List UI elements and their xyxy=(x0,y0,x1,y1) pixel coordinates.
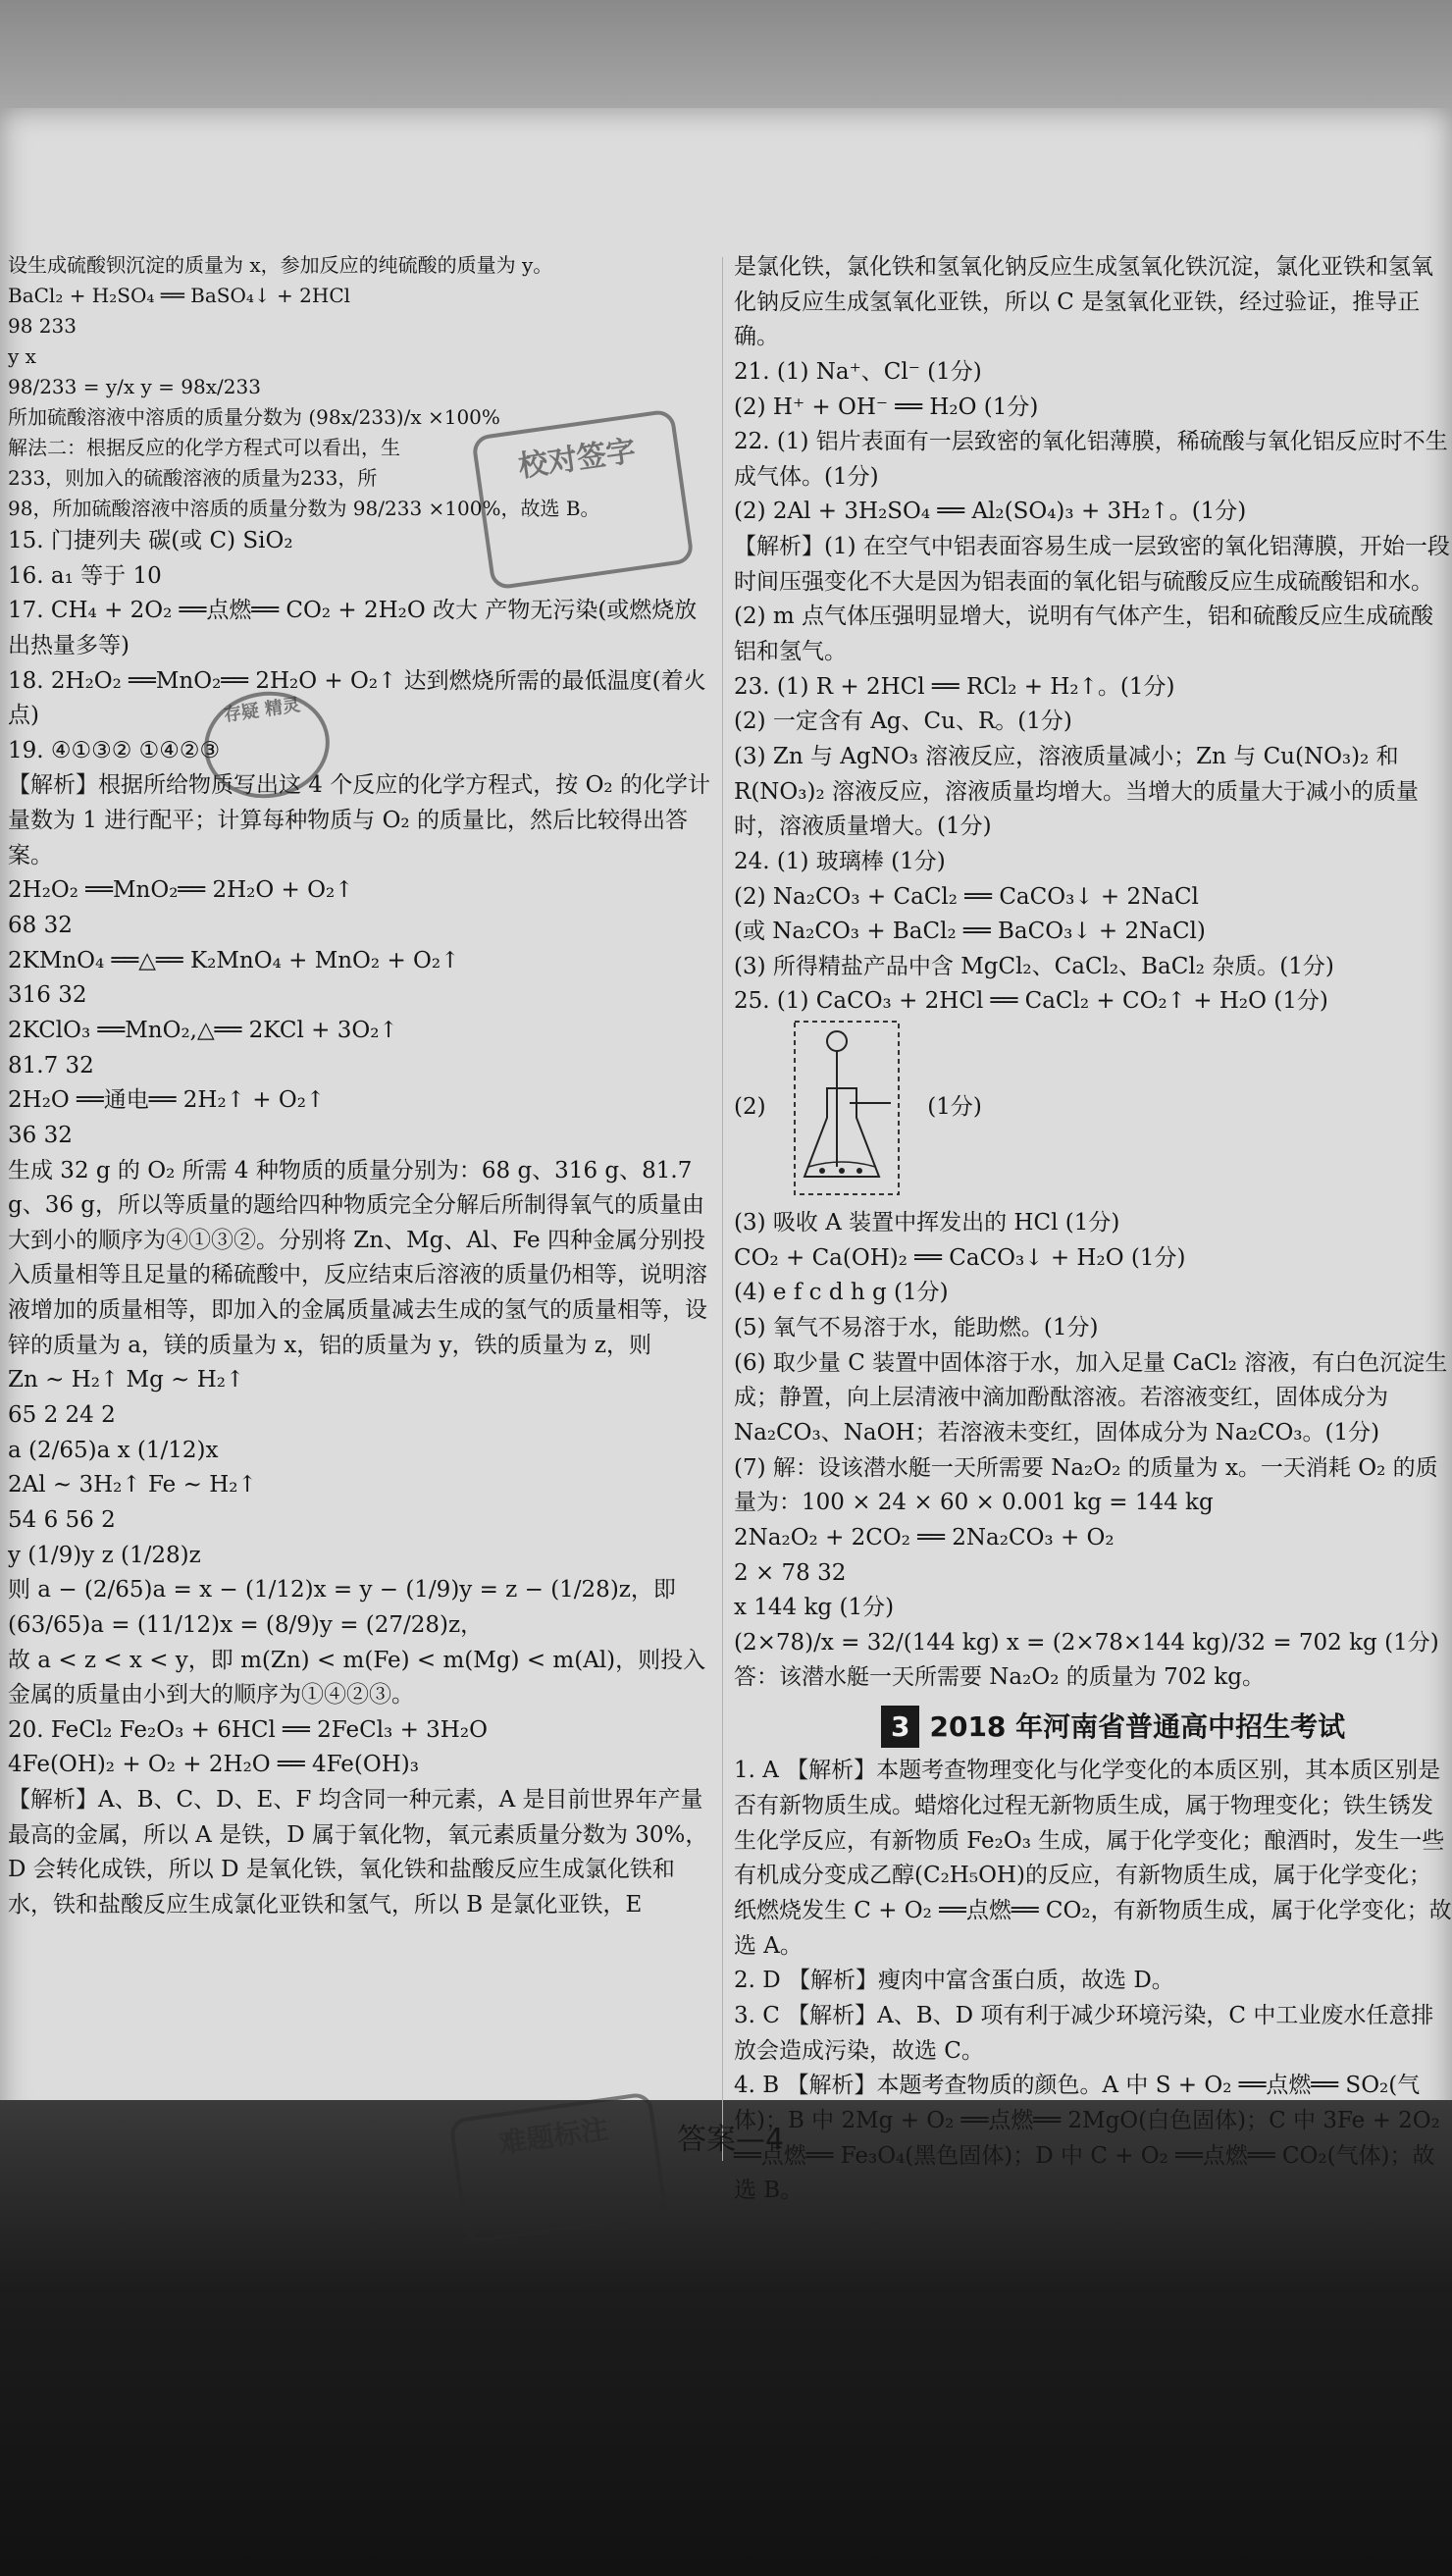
analysis-20-continued: 是氯化铁，氯化铁和氢氧化钠反应生成氢氧化铁沉淀，氯化亚铁和氢氧化钠反应生成氢氧化亚铁，所以 C 是氢氧化亚铁，经过验证，推导正确。 xyxy=(734,254,1433,350)
choice-answer-1: 1. A 【解析】本题考查物理变化与化学变化的本质区别，其本质区别是否有新物质生成。蜡熔化过程无新物质生成，属于物理变化；铁生锈发生化学反应，有新物质 Fe₂O₃ 生成，属于化学变化；酿酒时，发生一些有机成分变成乙醇(C₂H₅OH)的反应，有新物质生成，属于化学变化；纸燃烧发生 C + O₂ ══点燃══ CO₂，有新物质生成，属于化学变化；故选 A。 xyxy=(734,1758,1452,1959)
page-footer: 答案—4 xyxy=(677,2123,785,2157)
section-title-text: 2018 年河南省普通高中招生考试 xyxy=(929,1710,1346,1744)
equation-mass: 81.7 32 xyxy=(8,1052,94,1078)
analysis-20: 【解析】A、B、C、D、E、F 均含同一种元素，A 是目前世界年产量最高的金属，所以 A 是铁，D 属于氧化物，氧元素质量分数为 30%，D 会转化成铁，所以 D 是氧化铁，氧化铁和盐酸反应生成氯化铁和水，铁和盐酸反应生成氯化亚铁和氢气，所以 B 是氯化亚铁，E xyxy=(8,1787,708,1918)
equation: CO₂ + Ca(OH)₂ ══ CaCO₃↓ + H₂O (1分) xyxy=(734,1244,1186,1271)
section-number: 3 xyxy=(881,1706,919,1748)
answer-19: 19. ④①③② ①④②③ xyxy=(8,737,221,763)
ratio-line: 65 2 24 2 xyxy=(8,1402,116,1429)
equation: 4Fe(OH)₂ + O₂ + 2H₂O ══ 4Fe(OH)₃ xyxy=(8,1752,419,1778)
answer-25-2-label: (2) xyxy=(734,1094,766,1121)
analysis-22: 【解析】(1) 在空气中铝表面容易生成一层致密的氧化铝薄膜，开始一段时间压强变化不大是因为铝表面的氧化铝与硫酸反应生成硫酸铝和水。(2) m 点气体压强明显增大，说明有气体产生，铝和硫酸反应生成硫酸铝和氢气。 xyxy=(734,534,1450,665)
equation-mass: 68 32 xyxy=(8,913,73,939)
equation-mass: 36 32 xyxy=(8,1122,73,1148)
answer-24-3: (3) 所得精盐产品中含 MgCl₂、CaCl₂、BaCl₂ 杂质。(1分) xyxy=(734,953,1334,979)
answer-18: 18. 2H₂O₂ ══MnO₂══ 2H₂O + O₂↑ 达到燃烧所需的最低温度(着火点) xyxy=(8,667,706,729)
answer-25-5: (5) 氧气不易溶于水，能助燃。(1分) xyxy=(734,1315,1099,1341)
answer-25-7: (7) 解：设该潜水艇一天所需要 Na₂O₂ 的质量为 x。一天消耗 O₂ 的质量为：100 × 24 × 60 × 0.001 kg = 144 kg xyxy=(734,1454,1438,1516)
equation: 2KMnO₄ ══△══ K₂MnO₄ + MnO₂ + O₂↑ xyxy=(8,947,460,973)
answer-23-3: (3) Zn 与 AgNO₃ 溶液反应，溶液质量减小；Zn 与 Cu(NO₃)₂ 和 R(NO₃)₂ 溶液反应，溶液质量均增大。当增大的质量大于减小的质量时，溶液质量增大。(1分) xyxy=(734,743,1419,840)
proportion: 98/233 = y/x y = 98x/233 xyxy=(8,375,261,398)
text-line: 解法二：根据反应的化学方程式可以看出，生 xyxy=(8,436,400,459)
equation: 2KClO₃ ══MnO₂,△══ 2KCl + 3O₂↑ xyxy=(8,1017,398,1043)
equation: 2Na₂O₂ + 2CO₂ ══ 2Na₂CO₃ + O₂ xyxy=(734,1524,1115,1551)
choice-answer-4: 4. B 【解析】本题考查物质的颜色。A 中 S + O₂ ══点燃══ SO₂(气体)；B 中 2Mg + O₂ ══点燃══ 2MgO(白色固体)；C 中 3Fe + 2O₂ ══点燃══ Fe₃O₄(黑色固体)；D 中 C + O₂ ══点燃══ CO₂(气体)；故选 B。 xyxy=(734,2073,1440,2204)
analysis-19: 【解析】根据所给物质写出这 4 个反应的化学方程式，按 O₂ 的化学计量数为 1 进行配平；计算每种物质与 O₂ 的质量比，然后比较得出答案。 xyxy=(8,772,710,868)
equation: BaCl₂ + H₂SO₄ ══ BaSO₄↓ + 2HCl xyxy=(8,284,351,307)
answer-24-2-alt: (或 Na₂CO₃ + BaCl₂ ══ BaCO₃↓ + 2NaCl) xyxy=(734,919,1206,945)
review-stamp-bottom: 难题标注 xyxy=(448,2091,668,2244)
answer-24-2: (2) Na₂CO₃ + CaCl₂ ══ CaCO₃↓ + 2NaCl xyxy=(734,883,1199,910)
answer-22-2: (2) 2Al + 3H₂SO₄ ══ Al₂(SO₄)₃ + 3H₂↑。(1分) xyxy=(734,499,1247,525)
equation-unknown: x 144 kg (1分) xyxy=(734,1595,895,1621)
explanation-paragraph: 生成 32 g 的 O₂ 所需 4 种物质的质量分别为：68 g、316 g、81.7 g、36 g，所以等质量的题给四种物质完全分解后所制得氧气的质量由大到小的顺序为④①③②。分别将 Zn、Mg、Al、Fe 四种金属分别投入质量相等且足量的稀硫酸中，反应结束后溶液的质量仍相等，说明溶液增加的质量相等，即加入的金属质量减去生成的氢气的质量相等，设锌的质量为 a，镁的质量为 x，铝的质量为 y，铁的质量为 z，则 xyxy=(8,1157,707,1358)
answer-25-2 xyxy=(734,1020,1452,1206)
review-stamp: 校对签字 xyxy=(471,408,695,590)
ratio-line: a (2/65)a x (1/12)x xyxy=(8,1437,219,1463)
answer-25-3: (3) 吸收 A 装置中挥发出的 HCl (1分) xyxy=(734,1210,1120,1236)
column-divider xyxy=(722,257,723,2161)
answer-17: 17. CH₄ + 2O₂ ══点燃══ CO₂ + 2H₂O 改大 产物无污染(或燃烧放出热量多等) xyxy=(8,598,698,658)
ratio-line: Zn ~ H₂↑ Mg ~ H₂↑ xyxy=(8,1367,245,1393)
equation-mass: 316 32 xyxy=(8,982,87,1009)
right-column xyxy=(734,250,1452,2209)
ratio-line: 54 6 56 2 xyxy=(8,1506,116,1533)
equation: 2H₂O ══通电══ 2H₂↑ + O₂↑ xyxy=(8,1087,326,1114)
answer-21-2: (2) H⁺ + OH⁻ ══ H₂O (1分) xyxy=(734,394,1039,420)
equality-line: 则 a − (2/65)a = x − (1/12)x = y − (1/9)y = z − (1/28)z，即 (63/65)a = (11/12)x = (8/9)y = (27/28)z， xyxy=(8,1577,676,1638)
text-line: 233，则加入的硫酸溶液的质量为233，所 xyxy=(8,466,378,490)
small-stamp: 存疑 精灵 xyxy=(197,684,337,807)
answer-25-6: (6) 取少量 C 装置中固体溶于水，加入足量 CaCl₂ 溶液，有白色沉淀生成；静置，向上层清液中滴加酚酞溶液。若溶液变红，固体成分为 Na₂CO₃、NaOH；若溶液未变红，固体成分为 Na₂CO₃。(1分) xyxy=(734,1349,1448,1446)
answer-23-1: 23. (1) R + 2HCl ══ RCl₂ + H₂↑。(1分) xyxy=(734,673,1175,700)
choice-answer-3: 3. C 【解析】A、B、D 项有利于减少环境污染，C 中工业废水任意排放会造成污染，故选 C。 xyxy=(734,2002,1434,2064)
equation-unknown: y x xyxy=(8,344,36,368)
choice-answer-2: 2. D 【解析】瘦肉中富含蛋白质，故选 D。 xyxy=(734,1968,1174,1994)
conclusion-line: 故 a < z < x < y，即 m(Zn) < m(Fe) < m(Mg) < m(Al)，则投入金属的质量由小到大的顺序为①④②③。 xyxy=(8,1647,706,1709)
proportion: (2×78)/x = 32/(144 kg) x = (2×78×144 kg)/32 = 702 kg (1分) xyxy=(734,1629,1439,1656)
answer-25-1: 25. (1) CaCO₃ + 2HCl ══ CaCl₂ + CO₂↑ + H₂O (1分) xyxy=(734,988,1328,1015)
answer-22-1: 22. (1) 铝片表面有一层致密的氧化铝薄膜，稀硫酸与氧化铝反应时不生成气体。(1分) xyxy=(734,429,1448,490)
answer-21-1: 21. (1) Na⁺、Cl⁻ (1分) xyxy=(734,358,982,385)
text-line: 98，所加硫酸溶液中溶质的质量分数为 98/233 ×100%，故选 B。 xyxy=(8,497,600,520)
answer-24-1: 24. (1) 玻璃棒 (1分) xyxy=(734,848,946,874)
answer-25-4: (4) e f c d h g (1分) xyxy=(734,1280,949,1306)
equation-mass: 98 233 xyxy=(8,314,77,338)
equation: 2H₂O₂ ══MnO₂══ 2H₂O + O₂↑ xyxy=(8,877,354,904)
text-line: 所加硫酸溶液中溶质的质量分数为 (98x/233)/x ×100% xyxy=(8,405,500,429)
answer-15: 15. 门捷列夫 碳(或 C) SiO₂ xyxy=(8,528,293,553)
gas-collection-flask-icon xyxy=(793,1020,901,1196)
answer-16: 16. a₁ 等于 10 xyxy=(8,562,162,589)
equation-mass: 2 × 78 32 xyxy=(734,1559,847,1586)
text-line: 设生成硫酸钡沉淀的质量为 x，参加反应的纯硫酸的质量为 y。 xyxy=(8,253,553,277)
answer-20: 20. FeCl₂ Fe₂O₃ + 6HCl ══ 2FeCl₃ + 3H₂O xyxy=(8,1716,488,1743)
ratio-line: 2Al ~ 3H₂↑ Fe ~ H₂↑ xyxy=(8,1472,257,1498)
answer-25-2-score: (1分) xyxy=(927,1094,982,1121)
answer-23-2: (2) 一定含有 Ag、Cu、R。(1分) xyxy=(734,709,1072,735)
final-answer: 答：该潜水艇一天所需要 Na₂O₂ 的质量为 702 kg。 xyxy=(734,1664,1265,1691)
section-title xyxy=(881,1706,1452,1748)
ratio-line: y (1/9)y z (1/28)z xyxy=(8,1542,201,1568)
